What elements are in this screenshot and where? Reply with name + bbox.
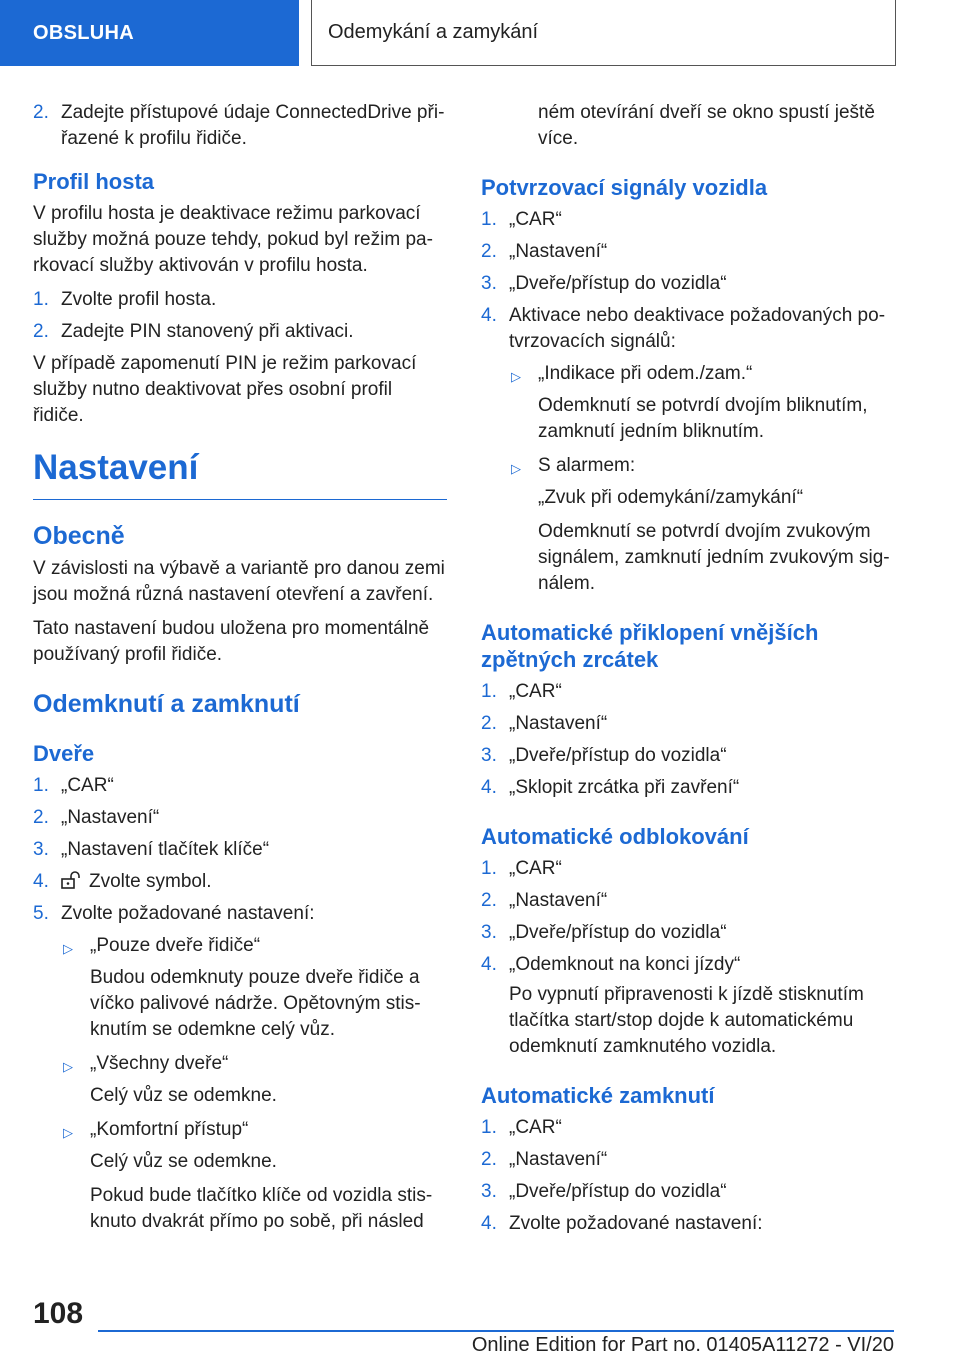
step-number: 4.: [481, 1213, 497, 1234]
list-item: [481, 239, 895, 265]
step-number: 1.: [481, 209, 497, 230]
chapter-label: Odemykání a zamykání: [328, 21, 539, 43]
list-item: [481, 679, 895, 705]
step-number: 1.: [33, 775, 49, 796]
page-number: 108: [33, 1297, 84, 1330]
step-number: 3.: [481, 922, 497, 943]
mirrors-heading: Automatické přiklopení vnějších zpětných zrcátek: [481, 620, 819, 672]
list-item: [33, 805, 447, 831]
list-item: [33, 319, 447, 345]
option-description: Odemknutí se potvrdí dvojím bliknutím, zamknutí jedním bliknutím.: [538, 395, 868, 442]
section-label: OBSLUHA: [33, 21, 134, 44]
list-item: [481, 1115, 895, 1141]
step-number: 2.: [33, 807, 49, 828]
step-text: „Nastavení“: [509, 241, 608, 262]
step-text: „Dveře/přístup do vozidla“: [509, 1181, 727, 1202]
step-text: Zadejte přístupové údaje ConnectedDrive přiřazené k profilu řidiče.: [61, 102, 445, 149]
general-heading: Obecně: [33, 522, 125, 550]
option-extra: Pokud bude tlačítko klíče od vozidla stisknuto dvakrát přímo po sobě, při násled: [90, 1185, 433, 1232]
option-item: [61, 1117, 447, 1143]
mirrors-steps: [481, 679, 895, 801]
option-title: S alarmem:: [538, 455, 636, 476]
step-number: 4.: [481, 954, 497, 975]
footer-divider: [98, 1330, 894, 1332]
step-number: 3.: [481, 273, 497, 294]
triangle-right-icon: ▷: [63, 1059, 73, 1074]
option-description: Budou odemknuty pouze dveře řidiče a víčko palivové nádrže. Opětovným stisknutím se odemkne celý vůz.: [90, 967, 421, 1040]
option-item: [61, 933, 447, 959]
step-number: 1.: [481, 858, 497, 879]
step-number: 2.: [481, 890, 497, 911]
option-title: „Všechny dveře“: [90, 1053, 229, 1074]
option-description: Odemknutí se potvrdí dvojím zvukovým signálem, zamknutí jedním zvukovým signálem.: [538, 521, 890, 594]
step-number: 4.: [481, 305, 497, 326]
step-text: „CAR“: [509, 681, 562, 702]
list-item: [33, 869, 447, 895]
step-number: 3.: [33, 839, 49, 860]
step-number: 5.: [33, 903, 49, 924]
step-number: 2.: [481, 1149, 497, 1170]
list-item: [481, 1211, 895, 1237]
step-text: Zvolte symbol.: [89, 871, 212, 892]
list-item: [481, 303, 895, 355]
option-item: [509, 453, 895, 479]
list-item: [481, 207, 895, 233]
signals-heading: Potvrzovací signály vozidla: [481, 175, 768, 200]
triangle-right-icon: ▷: [511, 461, 521, 476]
list-item: [481, 271, 895, 297]
doors-steps: [33, 773, 447, 927]
unlock-lock-heading: Odemknutí a zamknutí: [33, 690, 300, 718]
section-tab: [0, 0, 299, 66]
triangle-right-icon: ▷: [511, 369, 521, 384]
step-text: „Nastavení“: [509, 890, 608, 911]
step-number: 1.: [33, 289, 49, 310]
step-number: 3.: [481, 745, 497, 766]
step-text: „CAR“: [509, 209, 562, 230]
list-item: [481, 1179, 895, 1205]
triangle-right-icon: ▷: [63, 1125, 73, 1140]
step-text: Zvolte požadované nastavení:: [509, 1213, 763, 1234]
autolock-steps: [481, 1115, 895, 1237]
list-item: [481, 856, 895, 882]
settings-heading: Nastavení: [33, 447, 447, 500]
footer-edition: Online Edition for Part no. 01405A11272 - VI/20: [471, 1334, 894, 1356]
step-number: 1.: [481, 681, 497, 702]
option-title: „Indikace při odem./zam.“: [538, 363, 753, 384]
guest-profile-paragraph: V profilu hosta je deaktivace režimu parkovací služby možná pouze tehdy, pokud byl režim parkovací služby aktivován v profilu hosta.: [33, 203, 433, 276]
step-text: „Dveře/přístup do vozidla“: [509, 273, 727, 294]
step-text: Zvolte profil hosta.: [61, 289, 217, 310]
step-text: „Odemknout na konci jízdy“: [509, 954, 741, 975]
step-number: 2.: [481, 241, 497, 262]
step-text: „Nastavení“: [509, 1149, 608, 1170]
guest-profile-paragraph-2: V případě zapomenutí PIN je režim parkovací služby nutno deaktivovat přes osobní profil řidiče.: [33, 353, 417, 426]
step-number: 4.: [481, 777, 497, 798]
option-title: „Komfortní přístup“: [90, 1119, 249, 1140]
list-item: [33, 773, 447, 799]
option-subtitle: „Zvuk při odemykání/zamykání“: [538, 487, 804, 508]
step-number: 2.: [481, 713, 497, 734]
option-item: [509, 361, 895, 387]
guest-steps: [33, 287, 447, 345]
doors-heading: Dveře: [33, 741, 95, 766]
option-description: Celý vůz se odemkne.: [90, 1085, 277, 1106]
description-text: Po vypnutí připravenosti k jízdě stisknutím tlačítka start/stop dojde k automatickému odemknutí zamknutého vozidla.: [509, 984, 864, 1057]
chapter-tab: [311, 0, 896, 66]
list-item: [33, 287, 447, 313]
signals-steps: [481, 207, 895, 355]
list-item: [481, 1147, 895, 1173]
list-item: [33, 837, 447, 863]
step-text: „CAR“: [509, 1117, 562, 1138]
step-number: 2.: [33, 102, 49, 123]
general-paragraph-1: V závislosti na výbavě a variantě pro danou zemi jsou možná různá nastavení otevření a zavření.: [33, 558, 445, 605]
list-item: [481, 952, 895, 978]
list-item: [33, 100, 447, 152]
general-paragraph-2: Tato nastavení budou uložena pro momentálně používaný profil řidiče.: [33, 618, 430, 665]
step-number: 2.: [33, 321, 49, 342]
option-description: Celý vůz se odemkne.: [90, 1151, 277, 1172]
unblock-steps: [481, 856, 895, 978]
step-text: „Nastavení“: [61, 807, 160, 828]
autolock-heading: Automatické zamknutí: [481, 1083, 715, 1108]
list-item: [481, 888, 895, 914]
list-item: [481, 775, 895, 801]
list-item: [481, 920, 895, 946]
unblock-description: [481, 982, 895, 1060]
list-item: [481, 743, 895, 769]
unlock-icon: [61, 871, 83, 889]
step-number: 1.: [481, 1117, 497, 1138]
left-column: [33, 100, 447, 1243]
step-text: Zvolte požadované nastavení:: [61, 903, 315, 924]
step-text: Zadejte PIN stanovený při aktivaci.: [61, 321, 354, 342]
list-item: [481, 711, 895, 737]
right-column: [481, 100, 895, 1243]
step-text: Aktivace nebo deaktivace požadovaných potvrzovacích signálů:: [509, 305, 886, 352]
option-item: [61, 1051, 447, 1077]
step-text: „Sklopit zrcátka při zavření“: [509, 777, 740, 798]
step-text: „Nastavení tlačítek klíče“: [61, 839, 270, 860]
step-text: „CAR“: [61, 775, 114, 796]
step-text: „Dveře/přístup do vozidla“: [509, 745, 727, 766]
unblock-heading: Automatické odblokování: [481, 824, 749, 849]
guest-profile-heading: Profil hosta: [33, 169, 155, 194]
option-title: „Pouze dveře řidiče“: [90, 935, 261, 956]
list-item: [33, 901, 447, 927]
step-text: „Nastavení“: [509, 713, 608, 734]
step-number: 3.: [481, 1181, 497, 1202]
step-text: „CAR“: [509, 858, 562, 879]
triangle-right-icon: ▷: [63, 941, 73, 956]
continued-text: ném otevírání dveří se okno spustí ještě více.: [538, 102, 875, 149]
step-text: „Dveře/přístup do vozidla“: [509, 922, 727, 943]
step-number: 4.: [33, 871, 49, 892]
